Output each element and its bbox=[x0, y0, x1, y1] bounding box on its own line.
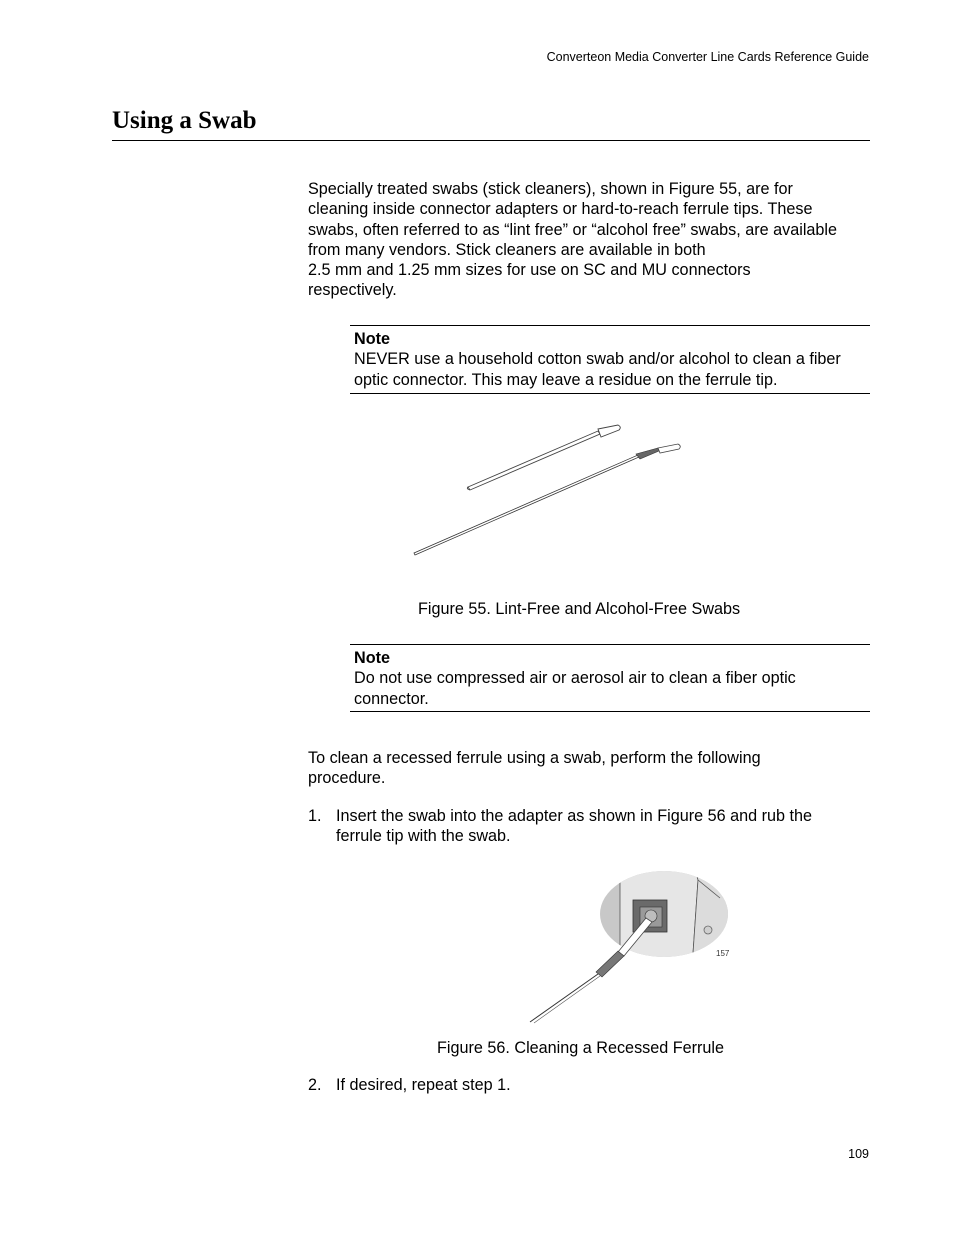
note-heading: Note bbox=[354, 649, 390, 667]
note-heading: Note bbox=[354, 330, 390, 348]
step-number: 1. bbox=[308, 807, 322, 825]
intro-line: swabs, often referred to as “lint free” or “alcohol free” swabs, are available bbox=[308, 220, 838, 239]
intro-line: 2.5 mm and 1.25 mm sizes for use on SC and MU connectors bbox=[308, 261, 751, 280]
intro-line: Specially treated swabs (stick cleaners), shown in Figure 55, are for bbox=[308, 180, 793, 198]
procedure-line: To clean a recessed ferrule using a swab, perform the following bbox=[308, 749, 761, 767]
intro-line: from many vendors. Stick cleaners are available in both bbox=[308, 240, 706, 259]
step-line: If desired, repeat step 1. bbox=[336, 1076, 511, 1094]
intro-paragraph bbox=[308, 179, 874, 301]
page-number: 109 bbox=[848, 1147, 869, 1161]
figure-56-recessed-ferrule-illustration bbox=[520, 868, 740, 1028]
note-box-household-swab bbox=[350, 325, 870, 394]
figure-56-caption: Figure 56. Cleaning a Recessed Ferrule bbox=[437, 1039, 725, 1057]
inserted-swab bbox=[530, 918, 652, 1023]
step-line: Insert the swab into the adapter as shown in Figure 56 and rub the bbox=[336, 807, 813, 825]
figure-55-caption: Figure 55. Lint-Free and Alcohol-Free Swabs bbox=[418, 600, 741, 618]
wide-swab bbox=[467, 425, 620, 490]
step-number: 2. bbox=[308, 1076, 322, 1094]
step-line: ferrule tip with the swab. bbox=[336, 827, 511, 846]
note-line: optic connector. This may leave a residue on the ferrule tip. bbox=[354, 370, 778, 389]
section-title: Using a Swab bbox=[112, 107, 257, 134]
note-box-compressed-air bbox=[350, 644, 870, 712]
intro-line: cleaning inside connector adapters or hard-to-reach ferrule tips. These bbox=[308, 200, 813, 219]
step-1 bbox=[308, 806, 874, 847]
step-text bbox=[336, 806, 874, 847]
figure-56-label: 157 bbox=[716, 949, 730, 958]
note-line: NEVER use a household cotton swab and/or alcohol to clean a fiber bbox=[354, 350, 841, 369]
step-2 bbox=[308, 1075, 874, 1095]
note-line: Do not use compressed air or aerosol air to clean a fiber optic bbox=[354, 669, 796, 688]
procedure-line: procedure. bbox=[308, 769, 386, 788]
note-line: connector. bbox=[354, 689, 429, 708]
figure-55-swabs-illustration bbox=[400, 415, 700, 565]
intro-line: respectively. bbox=[308, 281, 397, 300]
step-text bbox=[336, 1075, 874, 1095]
running-header: Converteon Media Converter Line Cards Reference Guide bbox=[546, 50, 869, 64]
procedure-intro bbox=[308, 748, 874, 789]
title-rule bbox=[112, 140, 870, 141]
thin-swab bbox=[414, 444, 680, 555]
